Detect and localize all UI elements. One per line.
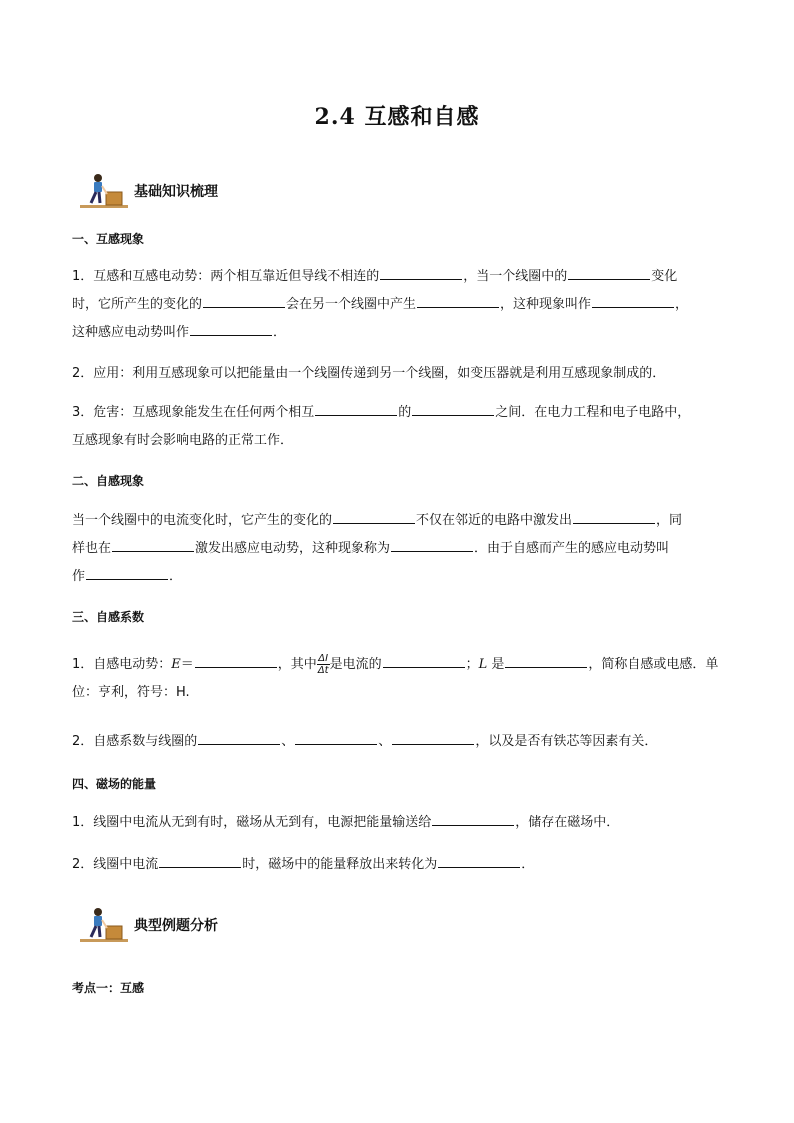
blank [505, 653, 587, 668]
text-run: 激发出感应电动势，这种现象称为 [195, 541, 391, 556]
text-run: ，以及是否有铁芯等因素有关． [475, 734, 658, 749]
text-run: 、 [378, 734, 392, 749]
blank [203, 293, 285, 308]
text-run: 当一个线圈中的电流变化时，它产生的变化的 [72, 513, 333, 528]
part-heading: 二、自感现象 [72, 474, 145, 488]
text-run: 不仅在邻近的电路中激发出 [416, 513, 573, 528]
blank [568, 265, 650, 280]
paragraph [72, 651, 732, 707]
kaodian-heading: 考点一：互感 [72, 981, 145, 995]
text-run: 时，磁场中的能量释放出来转化为 [242, 857, 438, 872]
text-run: ． [169, 569, 183, 584]
blank [592, 293, 674, 308]
text-run: ，简称自感或电感．单 [588, 657, 719, 672]
blank [315, 401, 397, 416]
section-title: 典型例题分析 [134, 918, 218, 934]
text-run: 互感现象有时会影响电路的正常工作． [72, 433, 294, 448]
text-run: ． [521, 857, 535, 872]
blank [198, 730, 280, 745]
text-run: 1．互感和互感电动势：两个相互靠近但导线不相连的 [72, 269, 380, 284]
text-run: 1．线圈中电流从无到有时，磁场从无到有，电源把能量输送给 [72, 815, 432, 830]
text-run: 时，它所产生的变化的 [72, 297, 203, 312]
blank [391, 537, 473, 552]
text-run: ．由于自感而产生的感应电动势叫 [474, 541, 670, 556]
text-run: ， [675, 297, 689, 312]
blank [417, 293, 499, 308]
blank [295, 730, 377, 745]
section-title: 基础知识梳理 [134, 184, 218, 200]
text-run: ，这种现象叫作 [500, 297, 592, 312]
text-run: 作 [72, 569, 86, 584]
part-heading: 一、互感现象 [72, 232, 145, 246]
section-header [80, 906, 300, 946]
text-run: 样也在 [72, 541, 112, 556]
paragraph: 2．应用：利用互感现象可以把能量由一个线圈传递到另一个线圈，如变压器就是利用互感现象制成的． [72, 366, 666, 381]
blank [112, 537, 194, 552]
text-run: 的 [398, 405, 412, 420]
blank [190, 321, 272, 336]
text-run: 2．线圈中电流 [72, 857, 159, 872]
blank [438, 853, 520, 868]
text-run: ． [273, 325, 287, 340]
blank [86, 565, 168, 580]
blank [383, 653, 465, 668]
paragraph [72, 809, 732, 837]
text-run: ，同 [656, 513, 683, 528]
part-heading: 三、自感系数 [72, 610, 145, 624]
blank [195, 653, 277, 668]
paragraph [72, 851, 732, 879]
fraction [317, 653, 330, 676]
text-run: 变化 [651, 269, 678, 284]
blank [333, 509, 415, 524]
text-run: 3．危害：互感现象能发生在任何两个相互 [72, 405, 315, 420]
boy-pushing-box-icon [80, 172, 128, 212]
text-run: ΔI [318, 653, 329, 664]
blank [159, 853, 241, 868]
text-run: L [478, 657, 488, 672]
text-run: ，当一个线圈中的 [463, 269, 568, 284]
text-run: ； [465, 657, 479, 672]
text-run: 2．自感系数与线圈的 [72, 734, 198, 749]
text-run: ，其中 [277, 657, 317, 672]
paragraph [72, 263, 732, 347]
text-run: 会在另一个线圈中产生 [286, 297, 417, 312]
text-run: 、 [281, 734, 295, 749]
text-run: 位：亨利，符号：H. [72, 685, 190, 700]
part-heading: 四、磁场的能量 [72, 777, 157, 791]
blank [380, 265, 462, 280]
text-run: 1．自感电动势： [72, 657, 172, 672]
text-run: 这种感应电动势叫作 [72, 325, 190, 340]
paragraph [72, 399, 732, 455]
blank [432, 811, 514, 826]
text-run: ，储存在磁场中． [515, 815, 620, 830]
paragraph [72, 507, 732, 591]
text-run: 是 [487, 657, 505, 672]
paragraph [72, 728, 732, 756]
text-run: Δt [317, 665, 329, 676]
blank [392, 730, 474, 745]
text-run: 是电流的 [329, 657, 382, 672]
text-run: 之间．在电力工程和电子电路中， [495, 405, 691, 420]
blank [412, 401, 494, 416]
blank [573, 509, 655, 524]
section-header [80, 172, 300, 212]
text-run: E [171, 657, 181, 672]
page-title: 2.4 互感和自感 [314, 104, 480, 130]
boy-pushing-box-icon [80, 906, 128, 946]
text-run: ＝ [180, 657, 194, 672]
